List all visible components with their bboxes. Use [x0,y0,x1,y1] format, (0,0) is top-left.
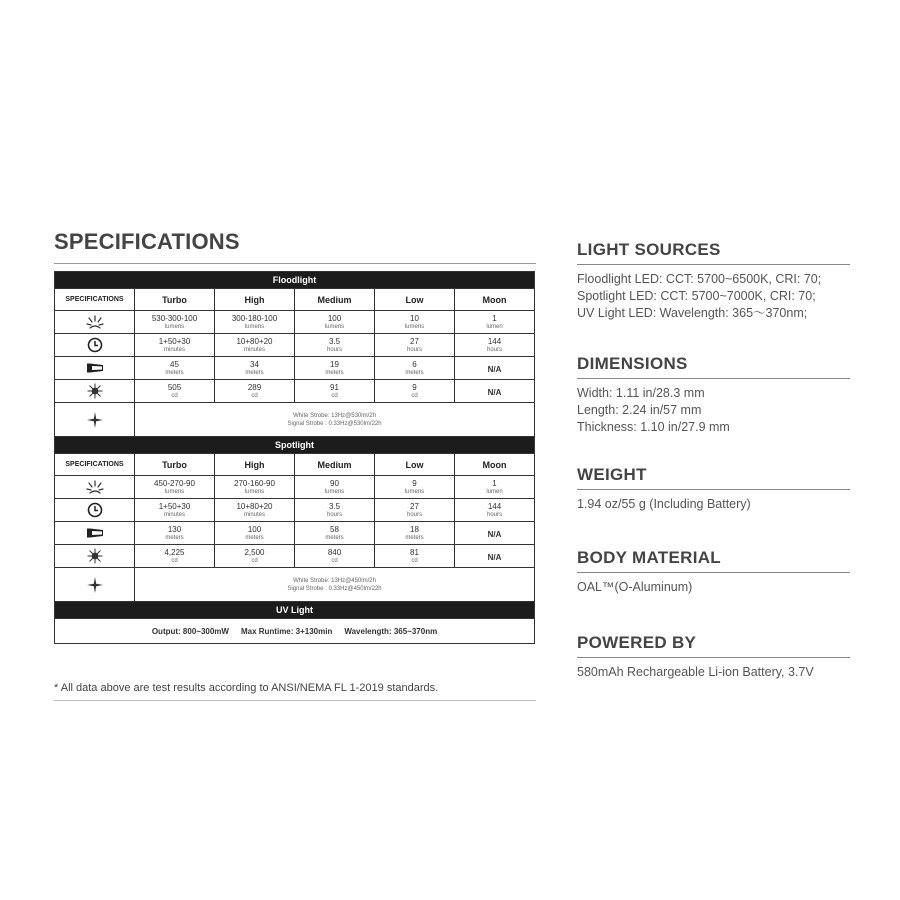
row-icon-cell [55,499,135,522]
value-unit: lumens [164,323,185,330]
value-cell [215,522,295,545]
value-number: 81 [410,547,419,557]
value-unit: hours [326,346,342,353]
uv-output-text: Output: 800~300mW [151,626,229,636]
value-number: 289 [247,382,262,392]
value-number: N/A [487,365,502,374]
uv-light-row [55,619,535,644]
value-unit: hours [406,511,422,518]
table-row [55,499,535,522]
value-cell [295,380,375,403]
value-number: 100 [327,313,342,323]
uv-light-band-title: UV Light [55,602,535,619]
value-unit: cd [251,392,258,399]
value-cell [135,545,215,568]
uv-light-cell [55,619,535,644]
table-row [55,476,535,499]
table-row [55,334,535,357]
value-number: N/A [487,553,502,562]
thickness-line: Thickness: 1.10 in/27.9 mm [577,420,730,434]
table-row [55,545,535,568]
value-number: 144 [487,336,502,346]
value-cell [455,334,535,357]
mode-header-high: High [215,289,295,311]
powered-by-heading: POWERED BY [577,633,850,658]
value-unit: lumens [164,488,185,495]
body-material-text: OAL™(O-Aluminum) [577,580,693,594]
value-unit: cd [411,392,418,399]
value-cell [375,499,455,522]
floodlight-strobe-row [55,403,535,437]
value-unit: minutes [163,511,185,518]
value-cell [455,311,535,334]
weight-text: 1.94 oz/55 g (Including Battery) [577,497,751,511]
value-number: 3.5 [328,336,341,346]
dimensions-text [577,385,850,436]
mode-header-low: Low [375,454,455,476]
mode-header-low: Low [375,289,455,311]
value-cell [455,476,535,499]
value-number: 270-160-90 [234,478,275,488]
value-unit: meters [325,534,344,541]
strobe-icon [55,411,134,429]
table-row [55,357,535,380]
table-row [55,311,535,334]
mode-header-turbo: Turbo [135,289,215,311]
value-number: 100 [247,524,262,534]
floodlight-band [55,272,535,289]
value-cell [375,334,455,357]
powered-by-section [577,633,850,681]
uv-light-band [55,602,535,619]
value-unit: meters [405,534,424,541]
value-unit: lumens [244,323,265,330]
dimensions-heading: DIMENSIONS [577,354,850,379]
value-cell [375,522,455,545]
row-icon-cell [55,568,135,602]
value-unit: lumen [486,488,503,495]
value-number: 144 [487,501,502,511]
bottom-divider [54,700,536,701]
specifications-column-label: SPECIFICATIONS [55,289,135,311]
value-cell [295,357,375,380]
value-cell [295,522,375,545]
strobe-cell [135,568,535,602]
value-number: 450-270-90 [154,478,195,488]
value-number: N/A [487,530,502,539]
value-unit: lumen [486,323,503,330]
value-number: 9 [412,382,417,392]
value-number: 10 [410,313,419,323]
runtime-icon [55,337,134,353]
value-number: 505 [167,382,182,392]
value-unit: minutes [243,346,265,353]
value-unit: cd [171,557,178,564]
value-unit: meters [405,369,424,376]
value-cell [215,357,295,380]
light-sources-section [577,240,850,322]
mode-header-moon: Moon [455,289,535,311]
uv-wavelength-text: Wavelength: 365~370nm [344,626,438,636]
value-unit: lumens [324,488,345,495]
value-number: 27 [410,501,419,511]
value-cell [455,380,535,403]
value-cell [215,380,295,403]
value-cell [135,334,215,357]
light-sources-text [577,271,850,322]
value-number: 1+50+30 [158,336,191,346]
value-number: 27 [410,336,419,346]
value-number: 90 [330,478,339,488]
light-sources-heading: LIGHT SOURCES [577,240,850,265]
value-number: 10+80+20 [236,501,273,511]
value-unit: lumens [244,488,265,495]
intensity-icon [55,383,134,399]
floodlight-band-title: Floodlight [55,272,535,289]
value-cell [135,522,215,545]
signal-strobe-text: Signal Strobe : 0.33Hz@530lm/22h [287,420,382,427]
value-number: 6 [412,359,417,369]
width-line: Width: 1.11 in/28.3 mm [577,386,705,400]
length-line: Length: 2.24 in/57 mm [577,403,702,417]
specifications-table [54,271,535,644]
value-number: 34 [250,359,259,369]
value-cell [455,545,535,568]
spotlight-led-line: Spotlight LED: CCT: 5700~7000K, CRI: 70; [577,289,816,303]
value-cell [295,476,375,499]
value-cell [135,311,215,334]
value-number: 1+50+30 [158,501,191,511]
specifications-column-label: SPECIFICATIONS [55,454,135,476]
value-number: 10+80+20 [236,336,273,346]
value-number: 1 [492,478,497,488]
floodlight-header-row [55,289,535,311]
value-cell [215,499,295,522]
lumens-icon [55,480,134,494]
value-cell [375,476,455,499]
weight-heading: WEIGHT [577,465,850,490]
value-unit: meters [245,534,264,541]
value-number: 18 [410,524,419,534]
value-number: 530-300-100 [151,313,198,323]
strobe-cell [135,403,535,437]
beam-distance-icon [55,527,134,539]
spotlight-strobe-row [55,568,535,602]
white-strobe-text: White Strobe: 13Hz@530lm/2h [293,412,376,419]
value-unit: meters [325,369,344,376]
table-row [55,522,535,545]
intensity-icon [55,548,134,564]
value-number: 300-180-100 [231,313,278,323]
row-icon-cell [55,476,135,499]
value-cell [135,499,215,522]
value-unit: meters [165,369,184,376]
row-icon-cell [55,545,135,568]
signal-strobe-text: Signal Strobe : 0.33Hz@450lm/22h [287,585,382,592]
spotlight-band-title: Spotlight [55,437,535,454]
specifications-title: SPECIFICATIONS [54,229,240,254]
value-cell [375,380,455,403]
value-cell [295,311,375,334]
value-number: 840 [327,547,342,557]
row-icon-cell [55,380,135,403]
floodlight-led-line: Floodlight LED: CCT: 5700~6500K, CRI: 70; [577,272,822,286]
strobe-icon [55,576,134,594]
value-cell [215,311,295,334]
uv-led-line: UV Light LED: Wavelength: 365～370nm; [577,306,808,320]
value-unit: hours [326,511,342,518]
row-icon-cell [55,311,135,334]
value-cell [375,545,455,568]
test-standard-footnote: * All data above are test results according to ANSI/NEMA FL 1-2019 standards. [54,682,439,694]
value-unit: lumens [404,488,425,495]
body-material-heading: BODY MATERIAL [577,548,850,573]
beam-distance-icon [55,362,134,374]
mode-header-moon: Moon [455,454,535,476]
weight-section [577,465,850,513]
spotlight-header-row [55,454,535,476]
value-unit: cd [331,557,338,564]
value-cell [135,357,215,380]
table-row [55,380,535,403]
row-icon-cell [55,522,135,545]
row-icon-cell [55,334,135,357]
value-number: 58 [330,524,339,534]
value-number: 91 [330,382,339,392]
mode-header-turbo: Turbo [135,454,215,476]
value-cell [215,476,295,499]
lumens-icon [55,315,134,329]
uv-runtime-text: Max Runtime: 3+130min [240,626,333,636]
value-number: N/A [487,388,502,397]
value-unit: cd [411,557,418,564]
value-unit: hours [406,346,422,353]
value-number: 3.5 [328,501,341,511]
value-number: 4,225 [164,547,185,557]
mode-header-medium: Medium [295,289,375,311]
row-icon-cell [55,357,135,380]
value-number: 45 [170,359,179,369]
value-unit: meters [165,534,184,541]
powered-by-text: 580mAh Rechargeable Li-ion Battery, 3.7V [577,665,814,679]
value-cell [375,357,455,380]
value-unit: cd [251,557,258,564]
value-unit: hours [487,511,503,518]
value-number: 9 [412,478,417,488]
value-cell [455,522,535,545]
value-unit: meters [245,369,264,376]
row-icon-cell [55,403,135,437]
value-number: 1 [492,313,497,323]
value-cell [295,499,375,522]
value-unit: minutes [243,511,265,518]
value-cell [295,545,375,568]
value-cell [215,545,295,568]
value-cell [455,357,535,380]
dimensions-section [577,354,850,436]
value-number: 2,500 [244,547,265,557]
body-material-section [577,548,850,596]
value-cell [295,334,375,357]
specifications-divider [54,263,536,264]
runtime-icon [55,502,134,518]
value-cell [135,476,215,499]
mode-header-high: High [215,454,295,476]
value-number: 19 [330,359,339,369]
value-cell [375,311,455,334]
value-number: 130 [167,524,182,534]
value-unit: minutes [163,346,185,353]
value-unit: lumens [404,323,425,330]
value-unit: lumens [324,323,345,330]
value-unit: cd [171,392,178,399]
mode-header-medium: Medium [295,454,375,476]
value-cell [215,334,295,357]
value-cell [455,499,535,522]
value-unit: hours [487,346,503,353]
white-strobe-text: White Strobe: 13Hz@450lm/2h [293,577,376,584]
value-cell [135,380,215,403]
spotlight-band [55,437,535,454]
value-unit: cd [331,392,338,399]
